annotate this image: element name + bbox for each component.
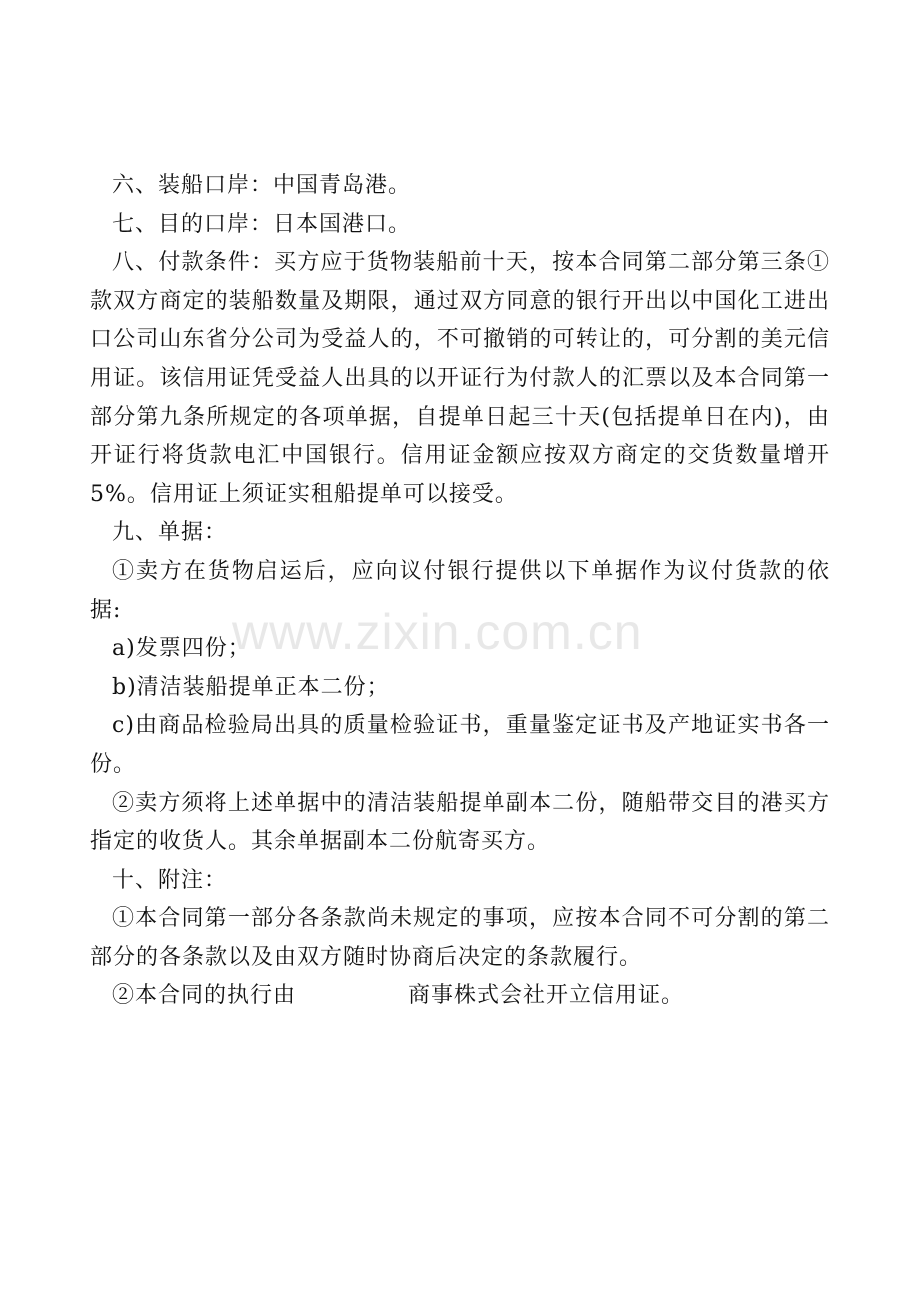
documents-item-2: ②卖方须将上述单据中的清洁装船提单副本二份，随船带交目的港买方指定的收货人。其余单据副本二份航寄买方。 — [90, 790, 830, 855]
notes-item-2-after: 商事株式会社开立信用证。 — [408, 983, 685, 1009]
document-body — [90, 167, 830, 1016]
documents-item-c: c)由商品检验局出具的质量检验证书，重量鉴定证书及产地证实书各一份。 — [90, 713, 830, 777]
documents-item-1: ①卖方在货物启运后，应向议付银行提供以下单据作为议付货款的依据: — [90, 558, 830, 623]
notes-item-2-before: ②本合同的执行由 — [112, 983, 297, 1009]
clause-destination-port: 七、目的口岸：日本国港口。 — [112, 211, 412, 237]
documents-item-b: b)清洁装船提单正本二份； — [112, 674, 390, 700]
documents-item-a: a)发票四份； — [112, 636, 251, 662]
watermark: www.zixin.com.cn — [232, 604, 643, 660]
notes-item-2 — [90, 977, 830, 1016]
notes-item-1: ①本合同第一部分各条款尚未规定的事项，应按本合同不可分割的第二部分的各条款以及由双方随时协商后决定的条款履行。 — [90, 906, 830, 970]
clause-notes-heading: 十、附注： — [112, 867, 228, 893]
clause-documents-heading: 九、单据： — [112, 520, 228, 546]
clause-loading-port: 六、装船口岸：中国青岛港。 — [112, 173, 412, 198]
clause-payment-terms: 八、付款条件：买方应于货物装船前十天，按本合同第二部分第三条①款双方商定的装船数量及期限，通过双方同意的银行开出以中国化工进出口公司山东省分公司为受益人的，不可撤销的可转让的，可分割的美元信用证。该信用证凭受益人出具的以开证行为付款人的汇票以及本合同第一部分第九条所规定的各项单据，自提单日起三十天(包括提单日在内)，由开证行将货款电汇中国银行。信用证金额应按双方商定的交货数量增开5%。信用证上须证实租船提单可以接受。 — [90, 250, 830, 507]
